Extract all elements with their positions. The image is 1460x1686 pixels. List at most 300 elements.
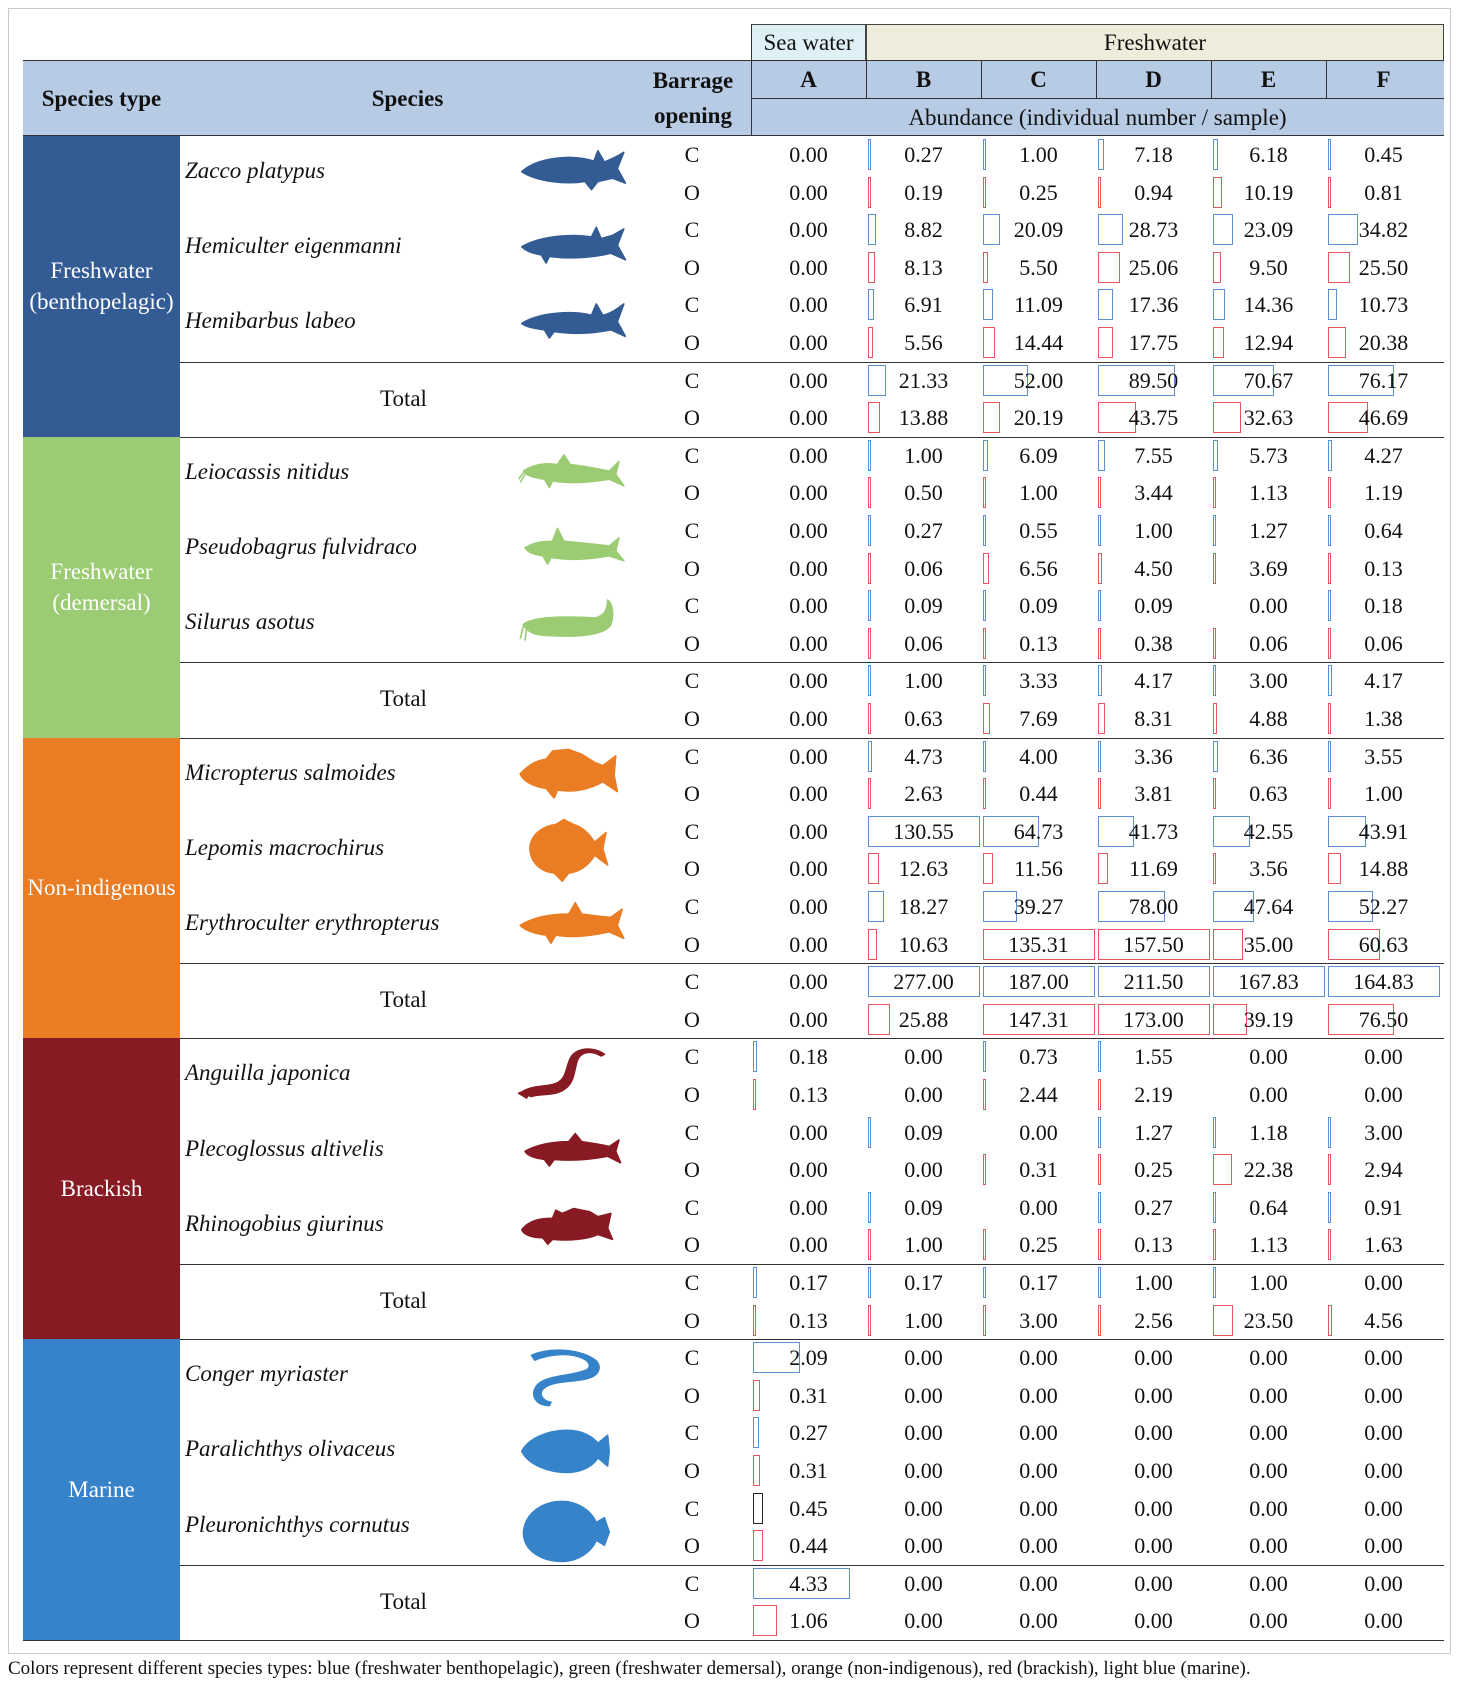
species-name: Micropterus salmoides xyxy=(185,759,396,785)
barrage-opening: C xyxy=(684,1570,700,1596)
abundance-value: 0.00 xyxy=(904,1608,943,1634)
abundance-value: 17.75 xyxy=(1128,330,1179,355)
barrage-opening: O xyxy=(684,1006,700,1032)
abundance-value: 0.00 xyxy=(1019,1382,1058,1408)
barrage-opening: O xyxy=(684,1157,700,1183)
abundance-cell xyxy=(1211,1038,1326,1075)
abundance-value: 0.00 xyxy=(1134,1608,1173,1634)
species-header: Species xyxy=(371,85,444,111)
abundance-value: 0.00 xyxy=(1364,1608,1403,1634)
abundance-value: 7.69 xyxy=(1019,706,1058,731)
species-type-cell: Non-indigenous xyxy=(23,738,180,1039)
abundance-value: 0.00 xyxy=(1364,1458,1403,1483)
abundance-value: 43.75 xyxy=(1128,405,1179,431)
abundance-value: 3.00 xyxy=(1249,668,1288,694)
abundance-value: 4.56 xyxy=(1364,1307,1403,1333)
abundance-cell xyxy=(1326,362,1441,399)
abundance-cell xyxy=(751,1264,866,1301)
abundance-cell xyxy=(1326,1490,1441,1527)
abundance-cell xyxy=(981,888,1096,925)
abundance-value: 1.38 xyxy=(1364,706,1403,731)
abundance-cell xyxy=(981,813,1096,850)
abundance-value: 0.50 xyxy=(904,480,943,506)
barrage-header-line2: opening xyxy=(654,103,732,128)
abundance-value: 0.00 xyxy=(789,142,828,167)
abundance-cell xyxy=(866,550,981,587)
abundance-cell xyxy=(751,1302,866,1339)
abundance-value: 0.00 xyxy=(904,1044,943,1070)
barrage-opening: C xyxy=(684,442,700,468)
abundance-value: 11.69 xyxy=(1129,856,1178,882)
abundance-cell xyxy=(751,625,866,662)
abundance-value: 0.00 xyxy=(789,593,828,619)
site-header-d: D xyxy=(1145,66,1162,92)
abundance-value: 20.19 xyxy=(1013,405,1064,431)
abundance-value: 0.09 xyxy=(1019,593,1058,619)
abundance-value: 5.73 xyxy=(1249,442,1288,468)
abundance-cell xyxy=(1326,286,1441,323)
abundance-value: 0.00 xyxy=(1019,1533,1058,1559)
abundance-value: 11.56 xyxy=(1014,856,1063,882)
abundance-value: 0.44 xyxy=(789,1533,828,1559)
abundance-value: 13.88 xyxy=(898,405,949,431)
abundance-value: 0.00 xyxy=(1364,1533,1403,1559)
abundance-cell xyxy=(1096,662,1211,699)
abundance-value: 187.00 xyxy=(1008,969,1069,995)
abundance-cell xyxy=(1096,1189,1211,1226)
abundance-value: 277.00 xyxy=(893,969,954,995)
abundance-cell xyxy=(1096,1114,1211,1151)
abundance-cell xyxy=(866,324,981,361)
abundance-value: 4.88 xyxy=(1249,706,1288,731)
abundance-cell xyxy=(981,1114,1096,1151)
abundance-value: 0.17 xyxy=(1019,1270,1058,1295)
abundance-value: 0.13 xyxy=(1019,630,1058,656)
abundance-cell xyxy=(1096,775,1211,812)
abundance-value: 3.00 xyxy=(1019,1307,1058,1333)
species-name: Zacco platypus xyxy=(185,158,325,183)
abundance-value: 3.36 xyxy=(1134,743,1173,769)
barrage-opening: C xyxy=(684,1044,700,1070)
abundance-cell xyxy=(1096,362,1211,399)
abundance-value: 0.00 xyxy=(1019,1495,1058,1521)
abundance-value: 1.00 xyxy=(904,1307,943,1333)
abundance-cell xyxy=(1326,324,1441,361)
abundance-cell xyxy=(866,174,981,211)
abundance-value: 6.56 xyxy=(1019,555,1058,581)
abundance-cell xyxy=(1096,813,1211,850)
abundance-cell xyxy=(1326,174,1441,211)
abundance-cell xyxy=(1211,550,1326,587)
abundance-cell xyxy=(866,437,981,474)
species-name: Silurus asotus xyxy=(185,609,315,635)
barrage-opening: O xyxy=(684,1458,700,1483)
abundance-value: 3.56 xyxy=(1249,856,1288,882)
abundance-cell xyxy=(1326,850,1441,887)
abundance-cell xyxy=(1096,1302,1211,1339)
abundance-value: 1.55 xyxy=(1134,1044,1173,1070)
abundance-value: 23.09 xyxy=(1243,217,1294,243)
abundance-value: 0.06 xyxy=(1249,630,1288,656)
abundance-cell xyxy=(1096,1076,1211,1113)
abundance-cell xyxy=(1326,813,1441,850)
abundance-cell xyxy=(866,850,981,887)
abundance-value: 47.64 xyxy=(1243,894,1294,919)
species-name: Erythroculter erythropterus xyxy=(185,910,440,935)
abundance-value: 1.00 xyxy=(1019,480,1058,506)
abundance-value: 0.45 xyxy=(789,1495,828,1521)
abundance-value: 0.00 xyxy=(1249,1458,1288,1483)
abundance-value: 0.31 xyxy=(1019,1157,1058,1183)
abundance-cell xyxy=(751,587,866,624)
abundance-value: 6.18 xyxy=(1249,142,1288,167)
total-label: Total xyxy=(380,385,427,411)
figure-footnote: Colors represent different species types: blue (freshwater benthopelagic), green (freshwater demersal), orange (non-indigenous), red (brackish), light blue (marine). xyxy=(8,1658,1251,1679)
species-name: Hemiculter eigenmanni xyxy=(185,233,402,259)
freshwater-header: Freshwater xyxy=(866,24,1444,61)
species-name: Conger myriaster xyxy=(185,1361,348,1387)
abundance-cell xyxy=(981,738,1096,775)
abundance-value: 3.55 xyxy=(1364,743,1403,769)
abundance-cell xyxy=(1326,1076,1441,1113)
abundance-value: 0.73 xyxy=(1019,1044,1058,1070)
abundance-value: 10.63 xyxy=(898,931,949,957)
abundance-value: 0.00 xyxy=(904,1495,943,1521)
abundance-value: 0.00 xyxy=(1134,1382,1173,1408)
abundance-value: 23.50 xyxy=(1243,1307,1294,1333)
barrage-opening: C xyxy=(684,217,700,243)
abundance-value: 0.09 xyxy=(904,1119,943,1145)
abundance-cell xyxy=(981,1076,1096,1113)
abundance-value: 4.50 xyxy=(1134,555,1173,581)
abundance-value: 0.00 xyxy=(789,1157,828,1183)
barrage-opening: O xyxy=(684,1082,700,1107)
abundance-value: 0.00 xyxy=(1134,1458,1173,1483)
abundance-cell xyxy=(1326,738,1441,775)
abundance-value: 0.27 xyxy=(789,1420,828,1446)
abundance-cell xyxy=(1211,1490,1326,1527)
abundance-value: 0.17 xyxy=(789,1270,828,1295)
abundance-value: 1.00 xyxy=(1134,518,1173,543)
abundance-cell xyxy=(751,1226,866,1263)
abundance-cell xyxy=(1326,474,1441,511)
abundance-cell xyxy=(1096,738,1211,775)
abundance-cell xyxy=(751,926,866,963)
abundance-value: 0.00 xyxy=(789,818,828,844)
total-label: Total xyxy=(380,1288,427,1313)
barrage-opening: O xyxy=(684,555,700,581)
barrage-opening: C xyxy=(684,1420,700,1446)
abundance-cell xyxy=(1211,1076,1326,1113)
abundance-value: 0.00 xyxy=(789,781,828,807)
abundance-cell xyxy=(1096,700,1211,737)
hemibarbus-fish-icon xyxy=(512,291,632,359)
abundance-cell xyxy=(981,474,1096,511)
abundance-value: 0.63 xyxy=(1249,781,1288,807)
abundance-cell xyxy=(1096,136,1211,173)
abundance-cell xyxy=(1096,1527,1211,1564)
abundance-cell xyxy=(981,136,1096,173)
abundance-cell xyxy=(981,926,1096,963)
abundance-value: 0.44 xyxy=(1019,781,1058,807)
site-header-divider xyxy=(1326,61,1327,98)
abundance-value: 17.36 xyxy=(1128,292,1179,318)
abundance-cell xyxy=(1211,1114,1326,1151)
abundance-cell xyxy=(866,1565,981,1602)
barrage-opening: C xyxy=(684,818,700,844)
abundance-cell xyxy=(1096,286,1211,323)
abundance-value: 130.55 xyxy=(893,818,954,844)
abundance-cell xyxy=(751,550,866,587)
abundance-cell xyxy=(866,1302,981,1339)
abundance-cell xyxy=(1211,850,1326,887)
abundance-value: 0.00 xyxy=(904,1382,943,1408)
abundance-cell xyxy=(1326,1527,1441,1564)
abundance-cell xyxy=(1211,286,1326,323)
abundance-cell xyxy=(751,738,866,775)
abundance-value: 0.00 xyxy=(789,931,828,957)
abundance-value: 0.00 xyxy=(1019,1194,1058,1220)
species-name: Rhinogobius giurinus xyxy=(185,1210,384,1236)
abundance-value: 0.00 xyxy=(789,405,828,431)
abundance-cell xyxy=(1211,1189,1326,1226)
abundance-value: 43.91 xyxy=(1358,818,1409,844)
barrage-opening: O xyxy=(684,330,700,355)
abundance-value: 0.00 xyxy=(789,367,828,393)
abundance-value: 4.00 xyxy=(1019,743,1058,769)
total-label: Total xyxy=(380,1588,427,1614)
abundance-value: 39.19 xyxy=(1243,1006,1294,1032)
abundance-value: 35.00 xyxy=(1243,931,1294,957)
abundance-cell xyxy=(1096,437,1211,474)
leiocassis-catfish-icon xyxy=(512,442,632,510)
abundance-cell xyxy=(1326,662,1441,699)
abundance-value: 0.00 xyxy=(789,1232,828,1258)
abundance-cell xyxy=(866,249,981,286)
abundance-value: 3.69 xyxy=(1249,555,1288,581)
abundance-cell xyxy=(981,362,1096,399)
abundance-value: 10.73 xyxy=(1358,292,1409,318)
abundance-value: 1.00 xyxy=(904,442,943,468)
abundance-cell xyxy=(1096,174,1211,211)
abundance-cell xyxy=(1211,437,1326,474)
abundance-cell xyxy=(981,1038,1096,1075)
abundance-value: 1.06 xyxy=(789,1608,828,1634)
abundance-cell xyxy=(1211,700,1326,737)
abundance-value: 4.27 xyxy=(1364,442,1403,468)
abundance-cell xyxy=(866,813,981,850)
abundance-cell xyxy=(1211,1226,1326,1263)
abundance-cell xyxy=(1096,474,1211,511)
abundance-value: 5.50 xyxy=(1019,254,1058,280)
site-header-b: B xyxy=(915,66,932,92)
abundance-cell xyxy=(1096,1001,1211,1038)
abundance-value: 0.00 xyxy=(789,743,828,769)
abundance-cell xyxy=(1326,1565,1441,1602)
abundance-value: 0.81 xyxy=(1364,179,1403,205)
abundance-cell xyxy=(1211,662,1326,699)
barrage-opening: O xyxy=(684,1307,700,1333)
erythroculter-fish-icon xyxy=(512,893,632,961)
abundance-value: 25.06 xyxy=(1128,254,1179,280)
abundance-value: 0.25 xyxy=(1019,1232,1058,1258)
abundance-value: 0.00 xyxy=(789,1194,828,1220)
barrage-opening: C xyxy=(684,1495,700,1521)
abundance-value: 0.17 xyxy=(904,1270,943,1295)
abundance-cell xyxy=(1211,625,1326,662)
barrage-opening: C xyxy=(684,743,700,769)
abundance-cell xyxy=(981,512,1096,549)
abundance-cell xyxy=(1096,1264,1211,1301)
abundance-value: 0.38 xyxy=(1134,630,1173,656)
abundance-cell xyxy=(1326,926,1441,963)
abundance-cell xyxy=(866,1189,981,1226)
abundance-value: 70.67 xyxy=(1243,367,1294,393)
abundance-value: 0.00 xyxy=(789,442,828,468)
silurus-catfish-icon xyxy=(512,592,632,660)
abundance-value: 0.91 xyxy=(1364,1194,1403,1220)
group-bottom-rule xyxy=(23,1640,1444,1641)
abundance-cell xyxy=(751,888,866,925)
abundance-value: 6.36 xyxy=(1249,743,1288,769)
abundance-cell xyxy=(866,1339,981,1376)
abundance-value: 0.00 xyxy=(1364,1420,1403,1446)
abundance-value: 46.69 xyxy=(1358,405,1409,431)
abundance-cell xyxy=(751,1527,866,1564)
abundance-value: 39.27 xyxy=(1013,894,1064,919)
ayu-fish-icon xyxy=(512,1119,632,1187)
abundance-cell xyxy=(1096,1226,1211,1263)
abundance-cell xyxy=(1211,1264,1326,1301)
abundance-value: 211.50 xyxy=(1123,969,1184,995)
abundance-cell xyxy=(1326,1151,1441,1188)
site-header-f: F xyxy=(1376,66,1391,92)
abundance-cell xyxy=(1211,1414,1326,1451)
abundance-cell xyxy=(866,1114,981,1151)
abundance-cell xyxy=(751,286,866,323)
abundance-cell xyxy=(751,362,866,399)
abundance-cell xyxy=(866,888,981,925)
abundance-value: 20.09 xyxy=(1013,217,1064,243)
abundance-value: 1.00 xyxy=(1364,781,1403,807)
species-type-cell: Freshwater (demersal) xyxy=(23,437,180,738)
abundance-value: 0.00 xyxy=(1364,1382,1403,1408)
barrage-opening: C xyxy=(684,142,700,167)
abundance-cell xyxy=(1326,1189,1441,1226)
abundance-value: 2.94 xyxy=(1364,1157,1403,1183)
abundance-value: 0.00 xyxy=(1364,1570,1403,1596)
abundance-value: 7.55 xyxy=(1134,442,1173,468)
barrage-opening: C xyxy=(684,1345,700,1371)
abundance-cell xyxy=(1211,136,1326,173)
abundance-value: 7.18 xyxy=(1134,142,1173,167)
barrage-opening: C xyxy=(684,1194,700,1220)
abundance-value: 20.38 xyxy=(1358,330,1409,355)
species-name: Lepomis macrochirus xyxy=(185,834,385,860)
species-name: Leiocassis nitidus xyxy=(185,458,350,484)
abundance-value: 3.33 xyxy=(1019,668,1058,694)
abundance-cell xyxy=(866,926,981,963)
abundance-cell xyxy=(1096,587,1211,624)
abundance-value: 0.13 xyxy=(1364,555,1403,581)
abundance-cell xyxy=(866,775,981,812)
abundance-value: 3.81 xyxy=(1134,781,1173,807)
abundance-value: 0.00 xyxy=(789,217,828,243)
abundance-cell xyxy=(1211,587,1326,624)
abundance-value: 5.56 xyxy=(904,330,943,355)
abundance-cell xyxy=(981,1189,1096,1226)
abundance-cell xyxy=(751,1189,866,1226)
abundance-cell xyxy=(866,362,981,399)
abundance-cell xyxy=(1211,926,1326,963)
abundance-value: 0.00 xyxy=(789,969,828,995)
abundance-value: 1.63 xyxy=(1364,1232,1403,1258)
site-header-divider xyxy=(866,61,867,98)
abundance-value: 52.00 xyxy=(1013,367,1064,393)
barrage-opening: O xyxy=(684,781,700,807)
abundance-value: 12.63 xyxy=(898,856,949,882)
barrage-opening: C xyxy=(684,367,700,393)
abundance-cell xyxy=(1326,625,1441,662)
abundance-cell xyxy=(981,211,1096,248)
abundance-cell xyxy=(1326,1038,1441,1075)
abundance-value: 14.36 xyxy=(1243,292,1294,318)
abundance-cell xyxy=(1326,1602,1441,1639)
abundance-value: 1.00 xyxy=(1249,1270,1288,1295)
abundance-value: 0.25 xyxy=(1019,179,1058,205)
abundance-value: 0.00 xyxy=(789,856,828,882)
barrage-opening: O xyxy=(684,706,700,731)
abundance-cell xyxy=(1211,474,1326,511)
abundance-cell xyxy=(981,1490,1096,1527)
abundance-value: 1.00 xyxy=(1134,1270,1173,1295)
abundance-cell xyxy=(1326,775,1441,812)
abundance-value: 14.44 xyxy=(1013,330,1064,355)
abundance-value: 135.31 xyxy=(1008,931,1069,957)
barrage-opening: C xyxy=(684,894,700,919)
abundance-value: 76.50 xyxy=(1358,1006,1409,1032)
abundance-value: 0.55 xyxy=(1019,518,1058,543)
abundance-cell xyxy=(1326,136,1441,173)
bluegill-fish-icon xyxy=(512,818,632,886)
site-header-divider xyxy=(1211,61,1212,98)
abundance-value: 0.00 xyxy=(1134,1495,1173,1521)
abundance-cell xyxy=(1211,1527,1326,1564)
abundance-cell xyxy=(751,963,866,1000)
species-type-cell: Brackish xyxy=(23,1038,180,1339)
abundance-cell xyxy=(751,775,866,812)
abundance-cell xyxy=(981,437,1096,474)
abundance-cell xyxy=(1326,963,1441,1000)
abundance-value: 6.09 xyxy=(1019,442,1058,468)
abundance-cell xyxy=(1326,249,1441,286)
abundance-cell xyxy=(1211,963,1326,1000)
abundance-cell xyxy=(1096,888,1211,925)
abundance-cell xyxy=(1096,399,1211,436)
abundance-cell xyxy=(751,1377,866,1414)
abundance-cell xyxy=(1096,550,1211,587)
barrage-opening: O xyxy=(684,931,700,957)
barrage-opening: C xyxy=(684,1270,700,1295)
abundance-cell xyxy=(866,399,981,436)
abundance-cell xyxy=(751,1001,866,1038)
abundance-header: Abundance (individual number / sample) xyxy=(908,105,1287,130)
abundance-cell xyxy=(981,324,1096,361)
abundance-cell xyxy=(1326,437,1441,474)
abundance-cell xyxy=(1326,888,1441,925)
abundance-value: 1.13 xyxy=(1249,1232,1288,1258)
abundance-value: 9.50 xyxy=(1249,254,1288,280)
